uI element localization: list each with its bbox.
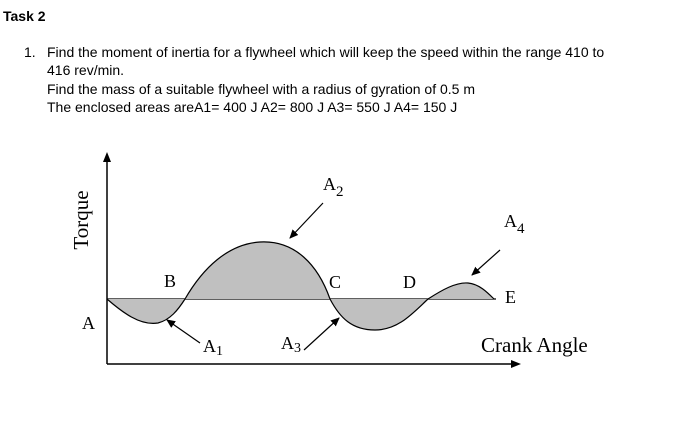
a1-pointer-arrow (167, 320, 200, 343)
area-a4-shape (428, 283, 494, 299)
area-a2-shape (185, 242, 330, 299)
y-axis-arrow-icon (103, 152, 111, 162)
x-axis-label: Crank Angle (481, 333, 588, 357)
x-axis-arrow-icon (511, 360, 521, 368)
a3-pointer-arrow (304, 318, 339, 350)
question-number: 1. (24, 44, 36, 60)
a4-pointer-arrow (472, 250, 500, 275)
area-label-a3: A3 (281, 333, 301, 356)
task-title: Task 2 (3, 8, 46, 24)
y-axis-label: Torque (69, 190, 93, 250)
area-label-a2: $A_2$ (323, 174, 344, 200)
question-line-3: Find the mass of a suitable flywheel with a radius of gyration of 0.5 m (47, 81, 475, 97)
question-line-1: Find the moment of inertia for a flywheel which will keep the speed within the range 410 to (47, 44, 605, 60)
a2-pointer-arrow (290, 203, 323, 238)
area-label-a4: $A_4$ (504, 211, 525, 237)
point-label-c: C (329, 272, 342, 292)
point-label-a: A (82, 313, 95, 333)
point-label-d: D (403, 272, 416, 292)
question-line-4: The enclosed areas areA1= 400 J A2= 800 J A3= 550 J A4= 150 J (47, 99, 458, 115)
question-line-2: 416 rev/min. (47, 62, 125, 78)
point-label-e: E (505, 287, 516, 307)
area-a3-shape (330, 299, 428, 330)
area-label-a1: A1 (203, 336, 223, 359)
point-label-b: B (164, 271, 177, 291)
area-a1-shape (107, 299, 185, 323)
